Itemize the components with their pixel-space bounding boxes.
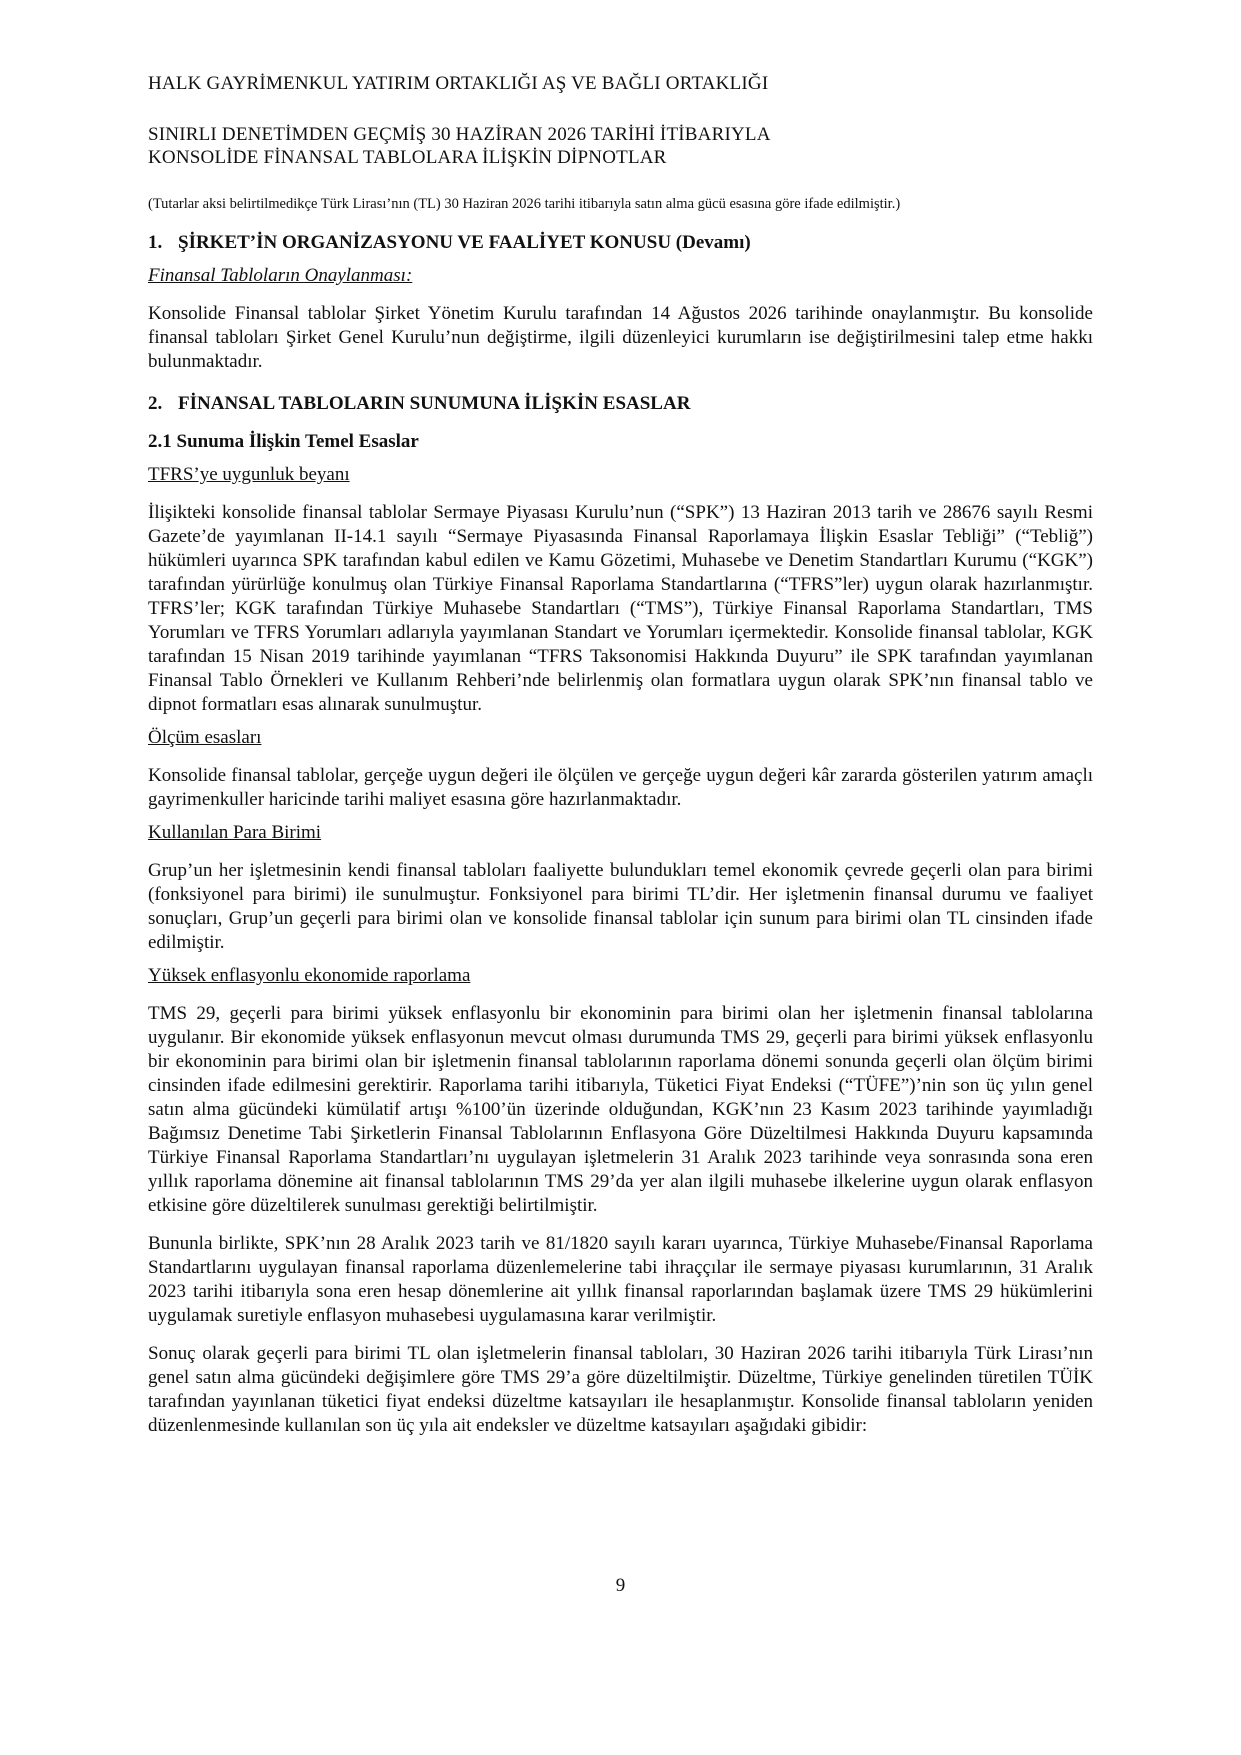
company-name: HALK GAYRİMENKUL YATIRIM ORTAKLIĞI AŞ VE BAĞLI ORTAKLIĞI (148, 73, 769, 94)
section-1-title: ŞİRKET’İN ORGANİZASYONU VE FAALİYET KONUSU (Devamı) (178, 232, 751, 253)
inflation-paragraph-2: Bununla birlikte, SPK’nın 28 Aralık 2023 tarih ve 81/1820 sayılı kararı uyarınca, Türkiye Muhasebe/Finansal Raporlama Standartlarını uygulayan finansal raporlama düzenlemelerine tabi ihraççılar ile sermaye piyasası kurumlarının, 31 Aralık 2023 tarihi itibarıyla sona eren hesap dönemlerine ait yıllık finansal raporlarından başlamak üzere TMS 29 hükümlerini uygulamak suretiyle enflasyon muhasebesi uygulamasına karar verilmiştir. (148, 1233, 1093, 1326)
measurement-label: Ölçüm esasları (148, 727, 262, 748)
approval-label: Finansal Tabloların Onaylanması: (148, 265, 413, 286)
tfrs-label: TFRS’ye uygunluk beyanı (148, 464, 350, 485)
section-1-number: 1. (148, 232, 163, 253)
inflation-label: Yüksek enflasyonlu ekonomide raporlama (148, 965, 471, 986)
currency-paragraph: Grup’un her işletmesinin kendi finansal tabloları faaliyette bulundukları temel ekonomik çevrede geçerli olan para birimi (fonksiyonel para birimi) ile sunulmuştur. Fonksiyonel para birimi TL’dir. Her işletmenin finansal durumu ve faaliyet sonuçları, Grup’un geçerli para birimi olan ve konsolide finansal tablolar için sunum para birimi olan TL cinsinden ifade edilmiştir. (148, 860, 1093, 953)
tfrs-paragraph: İlişikteki konsolide finansal tablolar Sermaye Piyasası Kurulu’nun (“SPK”) 13 Haziran 2013 tarih ve 28676 sayılı Resmi Gazete’de yayımlanan II-14.1 sayılı “Sermaye Piyasasında Finansal Raporlamaya İlişkin Esaslar Tebliği” (“Tebliğ”) hükümleri uyarınca SPK tarafından kabul edilen ve Kamu Gözetimi, Muhasebe ve Denetim Standartları Kurumu (“KGK”) tarafından yürürlüğe konulmuş olan Türkiye Finansal Raporlama Standartlarına (“TFRS”ler) uygun olarak hazırlanmıştır. TFRS’ler; KGK tarafından Türkiye Muhasebe Standartları (“TMS”), Türkiye Finansal Raporlama Standartları, TMS Yorumları ve TFRS Yorumları adlarıyla yayımlanan Standart ve Yorumları içermektedir. Konsolide finansal tablolar, KGK tarafından 15 Nisan 2019 tarihinde yayımlanan “TFRS Taksonomisi Hakkında Duyuru” ile SPK tarafından yayımlanan Finansal Tablo Örnekleri ve Kullanım Rehberi’nde belirlenmiş olan formatlara uygun olarak SPK’nın finansal tablo ve dipnot formatları esas alınarak sunulmuştur. (148, 502, 1093, 715)
approval-paragraph: Konsolide Finansal tablolar Şirket Yönetim Kurulu tarafından 14 Ağustos 2026 tarihinde onaylanmıştır. Bu konsolide finansal tabloları Şirket Genel Kurulu’nun değiştirme, ilgili düzenleyici kurumların ise değiştirilmesini talep etme hakkı bulunmaktadır. (148, 303, 1093, 372)
inflation-paragraph-3: Sonuç olarak geçerli para birimi TL olan işletmelerin finansal tabloları, 30 Haziran 2026 tarihi itibarıyla Türk Lirası’nın genel satın alma gücündeki değişimlere göre TMS 29’a göre düzeltilmiştir. Düzeltme, Türkiye genelinden türetilen TÜİK tarafından yayınlanan tüketici fiyat endeksi düzeltme katsayıları ile hesaplanmıştır. Konsolide finansal tabloların yeniden düzenlenmesinde kullanılan son üç yıla ait endeksler ve düzeltme katsayıları aşağıdaki gibidir: (148, 1343, 1093, 1436)
report-title-line-1: SINIRLI DENETİMDEN GEÇMİŞ 30 HAZİRAN 2026 TARİHİ İTİBARIYLA (148, 124, 771, 145)
section-2-1-heading: 2.1 Sunuma İlişkin Temel Esaslar (148, 431, 419, 452)
currency-label: Kullanılan Para Birimi (148, 822, 322, 843)
section-2-heading (148, 392, 1093, 416)
report-title (148, 123, 1093, 169)
measurement-paragraph: Konsolide finansal tablolar, gerçeğe uygun değeri ile ölçülen ve gerçeğe uygun değeri kâr zararda gösterilen yatırım amaçlı gayrimenkuller haricinde tarihi maliyet esasına göre hazırlanmaktadır. (148, 765, 1093, 810)
report-title-line-2: KONSOLİDE FİNANSAL TABLOLARA İLİŞKİN DİPNOTLAR (148, 147, 667, 168)
page-content (148, 72, 1093, 1438)
inflation-paragraph-1: TMS 29, geçerli para birimi yüksek enflasyonlu bir ekonominin para birimi olan her işletmenin finansal tablolarına uygulanır. Bir ekonomide yüksek enflasyonun mevcut olması durumunda TMS 29, geçerli para birimi yüksek enflasyonlu bir ekonominin para birimi olan bir işletmenin finansal tablolarının raporlama dönemi sonunda geçerli olan ölçüm birimi cinsinden ifade edilmesini gerektirir. Raporlama tarihi itibarıyla, Tüketici Fiyat Endeksi (“TÜFE”)’nin son üç yılın genel satın alma gücündeki kümülatif artışı %100’ün üzerinde olduğundan, KGK’nın 23 Kasım 2023 tarihinde yayımladığı Bağımsız Denetime Tabi Şirketlerin Finansal Tablolarının Enflasyona Göre Düzeltilmesi Hakkında Duyuru kapsamında Türkiye Finansal Raporlama Standartları’nı uygulayan işletmelerin 31 Aralık 2023 tarihinde veya sonrasında sona eren yıllık raporlama dönemine ait finansal tablolarının TMS 29’da yer alan ilgili muhasebe ilkelerine uygun olarak enflasyon etkisine göre düzeltilerek sunulması gerektiği belirtilmiştir. (148, 1003, 1093, 1216)
currency-note: (Tutarlar aksi belirtilmedikçe Türk Lirası’nın (TL) 30 Haziran 2026 tarihi itibarıyla satın alma gücü esasına göre ifade edilmiştir.) (148, 196, 901, 212)
page-number: 9 (615, 1575, 626, 1596)
section-1-heading (148, 231, 1093, 255)
section-2-number: 2. (148, 393, 163, 414)
section-2-title: FİNANSAL TABLOLARIN SUNUMUNA İLİŞKİN ESASLAR (178, 393, 691, 414)
